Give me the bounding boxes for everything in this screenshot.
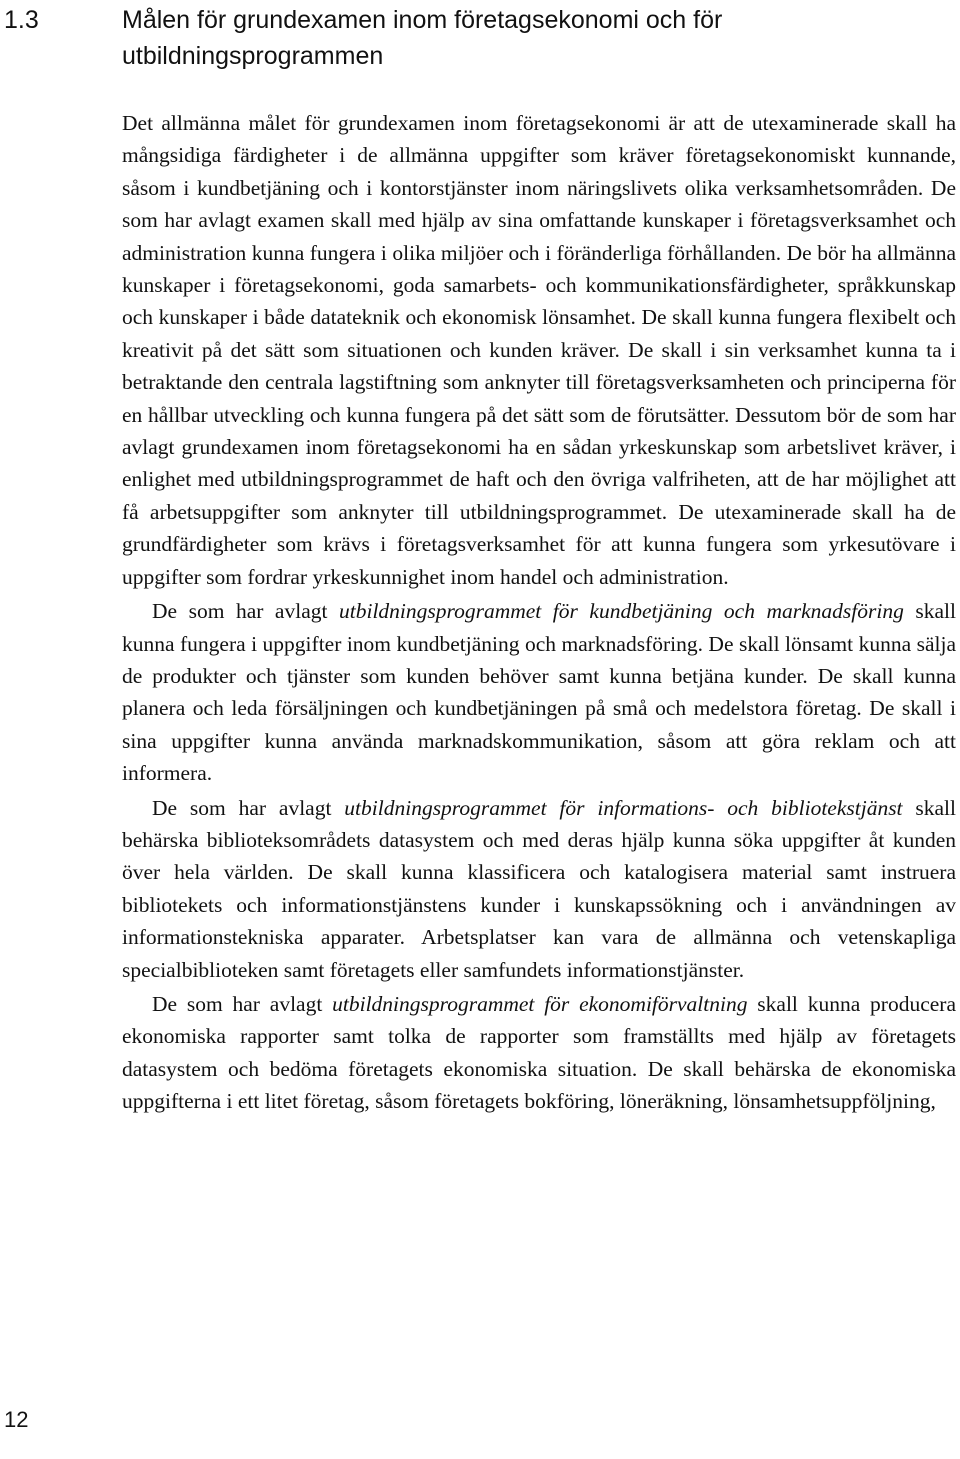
- program-name: utbildningsprogrammet för ekonomiförvaltning: [332, 991, 748, 1016]
- paragraph-lead: De som har avlagt: [152, 795, 345, 820]
- paragraph-library-program: [122, 792, 956, 986]
- section-title: Målen för grundexamen inom företagsekonomi och för utbildningsprogrammen: [122, 6, 723, 70]
- section-number: 1.3: [4, 6, 39, 34]
- program-name: utbildningsprogrammet för informations- och bibliotekstjänst: [344, 795, 903, 820]
- program-name: utbildningsprogrammet för kundbetjäning och marknadsföring: [339, 599, 904, 624]
- paragraph-lead: De som har avlagt: [152, 991, 333, 1016]
- paragraph-finance-program: [122, 988, 956, 1118]
- paragraph-text: skall kunna fungera i uppgifter inom kundbetjäning och marknadsföring. De skall lönsamt kunna sälja de produkter och tjänster som kunden behöver samt kunna betjäna kunder. De skall kunna planera och leda försäljningen och kundbetjäningen på små och medelstora företag. De skall i sina uppgifter kunna använda marknadskommunikation, såsom att göra reklam och att informera.: [122, 599, 957, 786]
- paragraph-general-goal: Det allmänna målet för grundexamen inom företagsekonomi är att de utexaminerade skall ha mångsidiga färdigheter i de allmänna uppgifter som kräver företagsekonomiskt kunnande, såsom i kundbetjäning och i kontorstjänster inom näringslivets olika verksamhetsområden. De som har avlagt examen skall med hjälp av sina omfattande kunskaper i företagsverksamhet och administration kunna fungera i olika miljöer och i föränderliga förhållanden. De bör ha allmänna kunskaper i företagsekonomi, goda samarbets- och kommunikationsfärdigheter, språkkunskap och kunskaper i både datateknik och ekonomisk lönsamhet. De skall kunna fungera flexibelt och kreativit på det sätt som situationen och kunden kräver. De skall i sin verksamhet kunna ta i betraktande den centrala lagstiftning som anknyter till företagsverksamheten och principerna för en hållbar utveckling och kunna fungera på det sätt som de förutsätter. Dessutom bör de som har avlagt grundexamen inom företagsekonomi ha en sådan yrkeskunskap som arbetslivet kräver, i enlighet med utbildningsprogrammet de haft och den övriga valfriheten, att de har möjlighet att få arbetsuppgifter som anknyter till utbildningsprogrammet. De utexaminerade skall ha de grundfärdigheter som krävs i företagsverksamhet för att kunna fungera som yrkesutövare i uppgifter som fordrar yrkeskunnighet inom handel och administration.: [122, 111, 956, 589]
- body-text: [122, 107, 956, 1118]
- paragraph-lead: De som har avlagt: [152, 599, 339, 624]
- paragraph-text: skall kunna producera ekonomiska rapporter samt tolka de rapporter som framställts med hjälp av företagets datasystem och bedöma företagets ekonomiska situation. De skall behärska de ekonomiska uppgifterna i ett litet företag, såsom företagets bokföring, löneräkning, lönsamhetsuppföljning,: [122, 991, 956, 1114]
- page-number: 12: [4, 1407, 29, 1432]
- paragraph-text: skall behärska biblioteksområdets datasystem och med deras hjälp kunna söka uppgifter åt kunden över hela världen. De skall kunna klassificera och katalogisera material samt instruera bibliotekets och informationstjänstens kunder i kunskapssökning och i användningen av informationstekniska apparater. Arbetsplatser kan vara de allmänna och vetenskapliga specialbiblioteken samt företagets eller samfundets informationstjänster.: [122, 795, 957, 982]
- paragraph-customer-service-program: [122, 595, 956, 789]
